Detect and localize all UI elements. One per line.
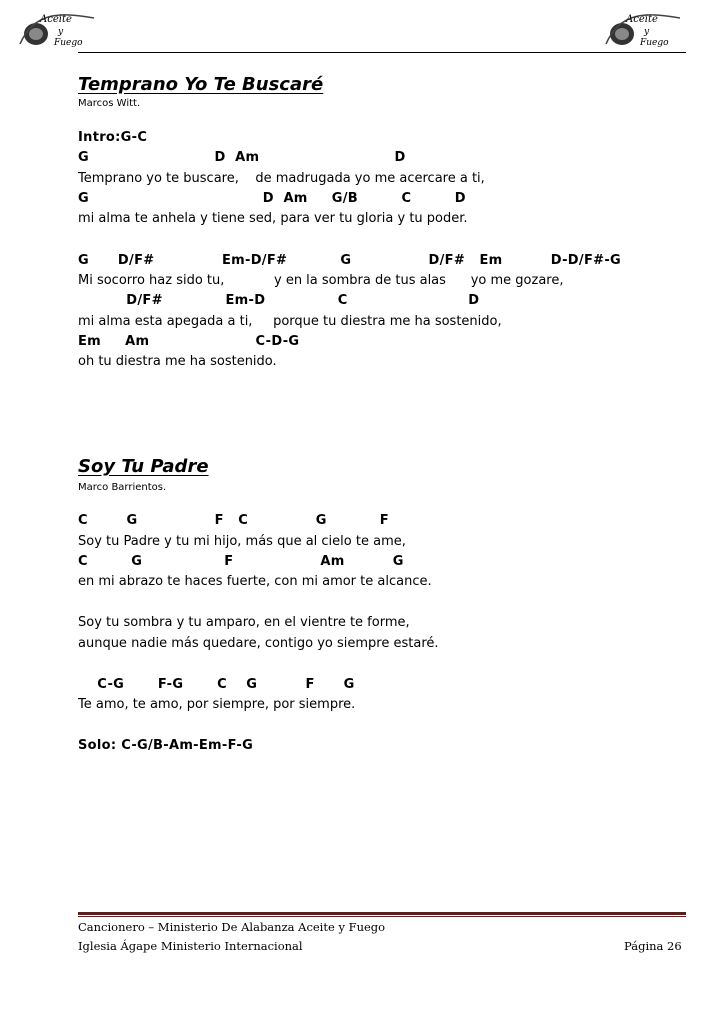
footer-songbook-title: Cancionero – Ministerio De Alabanza Aceite y Fuego xyxy=(78,920,386,934)
song-author: Marcos Witt. xyxy=(78,98,141,109)
ministry-logo-right xyxy=(600,10,684,50)
lyric-line: en mi abrazo te haces fuerte, con mi amor te alcance. xyxy=(78,574,432,589)
lyric-line: Soy tu Padre y tu mi hijo, más que al cielo te ame, xyxy=(78,534,406,549)
svg-text:Fuego: Fuego xyxy=(54,38,83,48)
chord-line: Em Am C-D-G xyxy=(78,334,300,349)
lyric-line: oh tu diestra me ha sostenido. xyxy=(78,354,277,369)
footer-rule xyxy=(78,912,686,915)
chord-line: D/F# Em-D C D xyxy=(78,293,480,308)
lyric-line: mi alma esta apegada a ti, porque tu diestra me ha sostenido, xyxy=(78,314,502,329)
chord-line: C G F Am G xyxy=(78,554,404,569)
chord-line: G D Am G/B C D xyxy=(78,191,466,206)
svg-text:Aceite: Aceite xyxy=(626,14,658,25)
svg-text:y: y xyxy=(58,27,64,37)
chord-line: G D Am D xyxy=(78,150,406,165)
header-rule xyxy=(78,52,686,53)
page-number: Página 26 xyxy=(624,939,682,953)
svg-text:Fuego: Fuego xyxy=(640,38,669,48)
intro-chords: Intro:G-C xyxy=(78,130,148,145)
song-author: Marco Barrientos. xyxy=(78,482,167,493)
lyric-line: Te amo, te amo, por siempre, por siempre. xyxy=(78,697,356,712)
lyric-line: aunque nadie más quedare, contigo yo siempre estaré. xyxy=(78,636,439,651)
chord-line: C-G F-G C G F G xyxy=(78,677,355,692)
svg-text:Aceite: Aceite xyxy=(40,14,72,25)
footer-church-name: Iglesia Ágape Ministerio Internacional xyxy=(78,939,303,953)
footer-rule-thin xyxy=(78,916,686,917)
chord-line: C G F C G F xyxy=(78,513,389,528)
svg-text:y: y xyxy=(644,27,650,37)
chord-line: G D/F# Em-D/F# G D/F# Em D-D/F#-G xyxy=(78,253,621,268)
lyric-line: Temprano yo te buscare, de madrugada yo me acercare a ti, xyxy=(78,171,485,186)
lyric-line: Soy tu sombra y tu amparo, en el vientre te forme, xyxy=(78,615,410,630)
song-title: Soy Tu Padre xyxy=(78,456,209,477)
song-title: Temprano Yo Te Buscaré xyxy=(78,74,324,95)
lyric-line: Mi socorro haz sido tu, y en la sombra de tus alas yo me gozare, xyxy=(78,273,564,288)
lyric-line: mi alma te anhela y tiene sed, para ver tu gloria y tu poder. xyxy=(78,211,468,226)
solo-chords: Solo: C-G/B-Am-Em-F-G xyxy=(78,738,254,753)
ministry-logo-left xyxy=(14,10,98,50)
